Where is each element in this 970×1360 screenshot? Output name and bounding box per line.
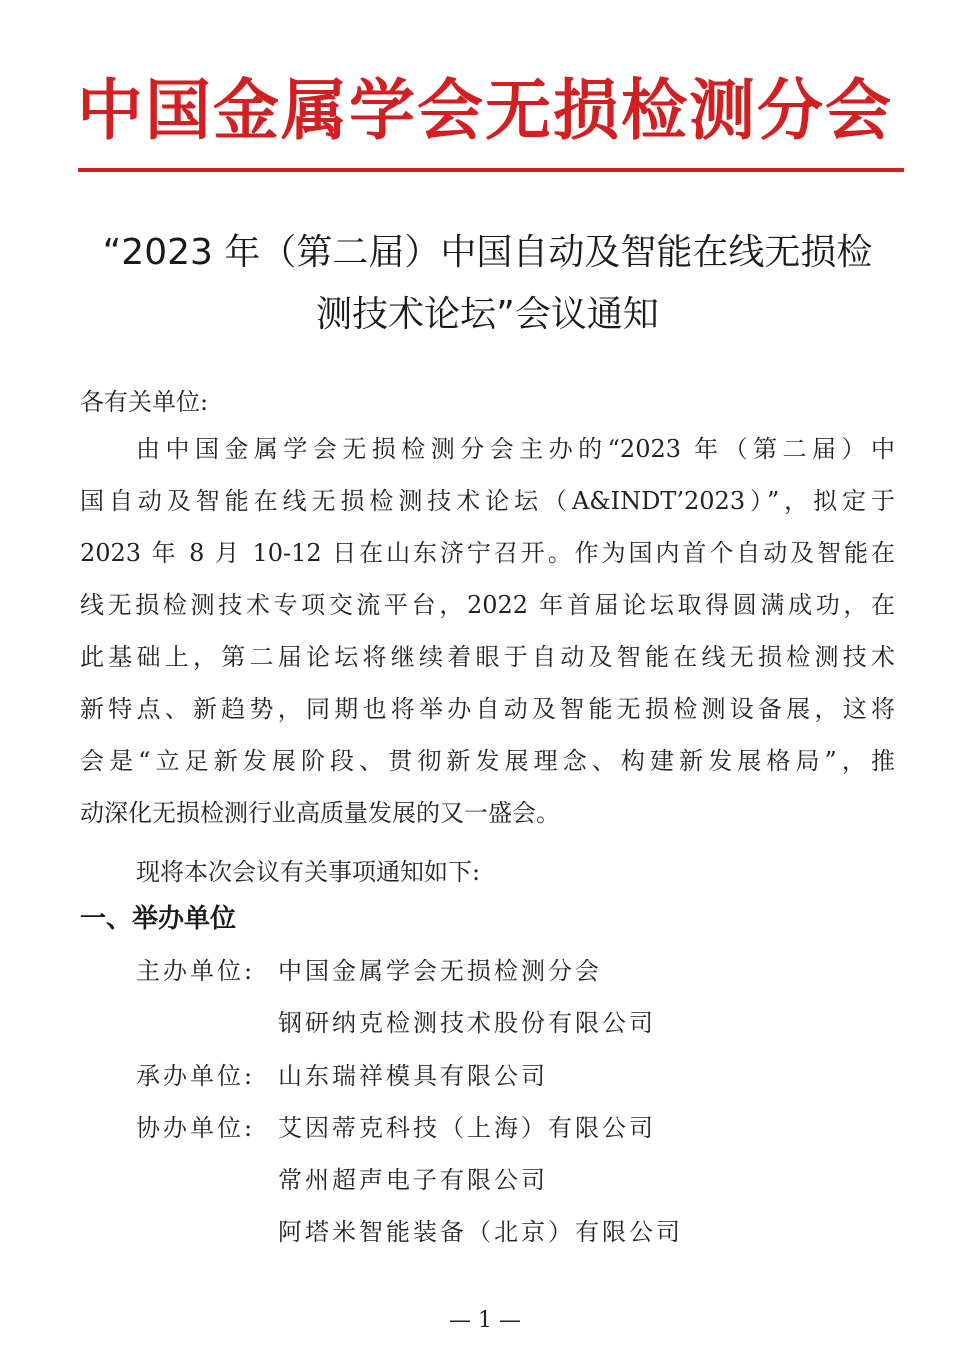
page-number: — 1 — [449,1308,521,1333]
organizer-name: 钢研纳克检测技术股份有限公司 [278,1009,656,1037]
letterhead-org-name: 中国金属学会无损检测分会 [77,71,893,149]
paragraph-line: 由中国金属学会无损检测分会主办的“2023 年（第二届）中 [136,435,895,463]
paragraph-line: 此基础上，第二届论坛将继续着眼于自动及智能在线无损检测技术 [80,643,895,671]
organizer-name: 中国金属学会无损检测分会 [278,957,602,985]
document-title-line-1: “2023 年（第二届）中国自动及智能在线无损检 [102,232,873,273]
co-organizer-name: 艾因蒂克科技（上海）有限公司 [278,1114,656,1142]
undertaker-row [136,1050,896,1102]
undertaker-name: 山东瑞祥模具有限公司 [278,1062,548,1090]
paragraph-line: 2023 年 8 月 10-12 日在山东济宁召开。作为国内首个自动及智能在 [80,539,895,567]
document-title-line-2: 测技术论坛”会议通知 [316,294,659,335]
organizer-row [136,997,896,1049]
paragraph-line: 动深化无损检测行业高质量发展的又一盛会。 [80,799,560,827]
paragraph-line: 会是“立足新发展阶段、贯彻新发展理念、构建新发展格局”，推 [80,747,895,775]
document-title [80,222,895,346]
organizer-row [136,945,896,997]
intro-paragraph [80,423,895,839]
paragraph-line: 线无损检测技术专项交流平台，2022 年首届论坛取得圆满成功，在 [80,591,895,619]
section-heading-organizers: 一、举办单位 [80,904,237,934]
letterhead-red-rule [78,168,904,172]
paragraph-line: 国自动及智能在线无损检测技术论坛（A&INDT’2023）”，拟定于 [80,487,895,515]
co-organizer-name: 阿塔米智能装备（北京）有限公司 [278,1218,683,1246]
undertaker-label: 承办单位: [136,1062,256,1090]
co-organizer-row [136,1102,896,1154]
notice-line: 现将本次会议有关事项通知如下: [136,858,481,886]
co-organizer-label: 协办单位: [136,1114,256,1142]
organizer-label: 主办单位: [136,957,256,985]
co-organizer-row [136,1206,896,1258]
salutation: 各有关单位: [80,388,209,416]
co-organizer-name: 常州超声电子有限公司 [278,1166,548,1194]
co-organizer-row [136,1154,896,1206]
paragraph-line: 新特点、新趋势，同期也将举办自动及智能无损检测设备展，这将 [80,695,895,723]
